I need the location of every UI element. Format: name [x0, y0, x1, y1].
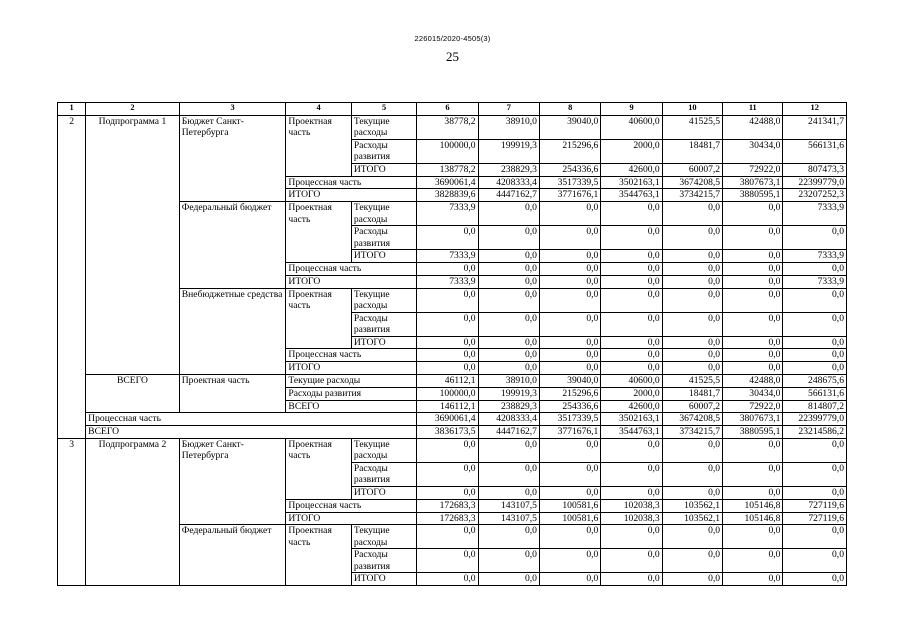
value-cell: 7333,9 — [783, 202, 847, 226]
value-cell: 3502163,1 — [601, 176, 662, 189]
value-cell: 0,0 — [478, 250, 539, 263]
column-numbers-row — [58, 103, 847, 116]
value-cell: 60007,2 — [662, 163, 722, 176]
value-cell: 102038,3 — [601, 512, 662, 525]
subprogram-name: Подпрограмма 1 — [86, 115, 180, 374]
value-cell: 3807673,1 — [723, 176, 783, 189]
value-cell: 0,0 — [478, 312, 539, 336]
value-cell: 0,0 — [723, 275, 783, 288]
value-cell: 0,0 — [601, 275, 662, 288]
value-cell: 0,0 — [539, 262, 600, 275]
part-label: Проектная часть — [179, 374, 286, 412]
value-cell: 0,0 — [723, 438, 783, 462]
value-cell: 7333,9 — [417, 275, 478, 288]
value-cell: 0,0 — [539, 288, 600, 312]
value-cell: 22399779,0 — [783, 413, 847, 426]
expense-type: Расходы развития — [351, 462, 416, 486]
value-cell: 0,0 — [539, 336, 600, 349]
value-cell: 39040,0 — [539, 374, 600, 387]
value-cell: 0,0 — [417, 549, 478, 573]
process-part-label: Процессная часть — [86, 413, 417, 426]
value-cell: 41525,5 — [662, 115, 722, 139]
value-cell: 0,0 — [417, 349, 478, 362]
value-cell: 0,0 — [478, 336, 539, 349]
value-cell: 0,0 — [723, 525, 783, 549]
value-cell: 102038,3 — [601, 499, 662, 512]
budget-source: Бюджет Санкт-Петербурга — [179, 438, 286, 524]
value-cell: 72922,0 — [723, 400, 783, 413]
part-label: Проектная часть — [286, 115, 351, 176]
value-cell: 38910,0 — [478, 115, 539, 139]
expense-type: Текущие расходы — [351, 438, 416, 462]
value-cell: 248675,6 — [783, 374, 847, 387]
total-label: ИТОГО — [286, 189, 417, 202]
col-header: 9 — [601, 103, 662, 116]
expense-type: Текущие расходы — [351, 525, 416, 549]
value-cell: 0,0 — [478, 349, 539, 362]
expense-type: Расходы развития — [351, 312, 416, 336]
col-header: 2 — [86, 103, 180, 116]
value-cell: 7333,9 — [417, 202, 478, 226]
value-cell: 3690061,4 — [417, 176, 478, 189]
value-cell: 0,0 — [478, 288, 539, 312]
value-cell: 38778,2 — [417, 115, 478, 139]
value-cell: 199919,3 — [478, 139, 539, 163]
value-cell: 199919,3 — [478, 387, 539, 400]
value-cell: 3517339,5 — [539, 176, 600, 189]
value-cell: 0,0 — [601, 312, 662, 336]
expense-type: Расходы развития — [286, 387, 417, 400]
budget-source: Федеральный бюджет — [179, 202, 286, 288]
value-cell: 30434,0 — [723, 139, 783, 163]
value-cell: 0,0 — [662, 336, 722, 349]
value-cell: 23214586,2 — [783, 426, 847, 439]
value-cell: 30434,0 — [723, 387, 783, 400]
value-cell: 3880595,1 — [723, 426, 783, 439]
value-cell: 727119,6 — [783, 512, 847, 525]
value-cell: 0,0 — [662, 262, 722, 275]
col-header: 5 — [351, 103, 416, 116]
expense-type: Текущие расходы — [351, 288, 416, 312]
value-cell: 3771676,1 — [539, 426, 600, 439]
value-cell: 42488,0 — [723, 374, 783, 387]
value-cell: 0,0 — [417, 226, 478, 250]
budget-table — [57, 102, 847, 586]
expense-type: ИТОГО — [351, 486, 416, 499]
value-cell: 0,0 — [723, 262, 783, 275]
value-cell: 105146,8 — [723, 499, 783, 512]
value-cell: 238829,3 — [478, 400, 539, 413]
value-cell: 0,0 — [601, 362, 662, 375]
value-cell: 105146,8 — [723, 512, 783, 525]
value-cell: 3734215,7 — [662, 426, 722, 439]
expense-type: Расходы развития — [351, 549, 416, 573]
value-cell: 0,0 — [539, 312, 600, 336]
value-cell: 0,0 — [601, 438, 662, 462]
value-cell: 100000,0 — [417, 139, 478, 163]
value-cell: 0,0 — [539, 525, 600, 549]
total-all-label: ВСЕГО — [86, 426, 417, 439]
value-cell: 0,0 — [539, 438, 600, 462]
total-all-label: ВСЕГО — [86, 374, 180, 412]
expense-type: ИТОГО — [351, 336, 416, 349]
expense-type: Расходы развития — [351, 226, 416, 250]
value-cell: 727119,6 — [783, 499, 847, 512]
value-cell: 0,0 — [783, 226, 847, 250]
subprogram-name: Подпрограмма 2 — [86, 438, 180, 585]
total-label: ИТОГО — [286, 275, 417, 288]
value-cell: 0,0 — [723, 462, 783, 486]
value-cell: 241341,7 — [783, 115, 847, 139]
value-cell: 0,0 — [723, 486, 783, 499]
value-cell: 42488,0 — [723, 115, 783, 139]
col-header: 10 — [662, 103, 722, 116]
value-cell: 0,0 — [723, 250, 783, 263]
process-part-label: Процессная часть — [286, 176, 417, 189]
value-cell: 0,0 — [601, 250, 662, 263]
value-cell: 0,0 — [417, 312, 478, 336]
value-cell: 103562,1 — [662, 512, 722, 525]
value-cell: 0,0 — [478, 573, 539, 586]
value-cell: 40600,0 — [601, 115, 662, 139]
value-cell: 7333,9 — [417, 250, 478, 263]
value-cell: 7333,9 — [783, 275, 847, 288]
process-part-label: Процессная часть — [286, 499, 417, 512]
value-cell: 4447162,7 — [478, 189, 539, 202]
process-part-label: Процессная часть — [286, 349, 417, 362]
value-cell: 40600,0 — [601, 374, 662, 387]
value-cell: 0,0 — [783, 486, 847, 499]
value-cell: 0,0 — [662, 362, 722, 375]
value-cell: 0,0 — [601, 288, 662, 312]
value-cell: 4208333,4 — [478, 413, 539, 426]
value-cell: 172683,3 — [417, 512, 478, 525]
col-header: 6 — [417, 103, 478, 116]
expense-type: ИТОГО — [351, 250, 416, 263]
value-cell: 807473,3 — [783, 163, 847, 176]
value-cell: 0,0 — [417, 288, 478, 312]
value-cell: 0,0 — [601, 202, 662, 226]
value-cell: 0,0 — [783, 462, 847, 486]
value-cell: 18481,7 — [662, 139, 722, 163]
value-cell: 23207252,3 — [783, 189, 847, 202]
value-cell: 0,0 — [601, 525, 662, 549]
value-cell: 0,0 — [478, 202, 539, 226]
value-cell: 2000,0 — [601, 387, 662, 400]
value-cell: 0,0 — [417, 525, 478, 549]
expense-type: Текущие расходы — [351, 115, 416, 139]
value-cell: 42600,0 — [601, 400, 662, 413]
value-cell: 46112,1 — [417, 374, 478, 387]
value-cell: 4447162,7 — [478, 426, 539, 439]
value-cell: 7333,9 — [783, 250, 847, 263]
value-cell: 0,0 — [723, 336, 783, 349]
value-cell: 3690061,4 — [417, 413, 478, 426]
value-cell: 0,0 — [417, 336, 478, 349]
part-label: Проектная часть — [286, 288, 351, 349]
value-cell: 143107,5 — [478, 499, 539, 512]
value-cell: 42600,0 — [601, 163, 662, 176]
value-cell: 0,0 — [417, 486, 478, 499]
budget-source: Бюджет Санкт-Петербурга — [179, 115, 286, 201]
value-cell: 100581,6 — [539, 499, 600, 512]
part-label: Проектная часть — [286, 438, 351, 499]
value-cell: 0,0 — [783, 549, 847, 573]
value-cell: 3828839,6 — [417, 189, 478, 202]
value-cell: 814807,2 — [783, 400, 847, 413]
part-label: Проектная часть — [286, 525, 351, 586]
value-cell: 0,0 — [662, 250, 722, 263]
value-cell: 0,0 — [417, 262, 478, 275]
value-cell: 0,0 — [783, 349, 847, 362]
value-cell: 0,0 — [601, 226, 662, 250]
value-cell: 3880595,1 — [723, 189, 783, 202]
value-cell: 0,0 — [723, 288, 783, 312]
value-cell: 0,0 — [478, 275, 539, 288]
value-cell: 0,0 — [601, 573, 662, 586]
expense-type: Текущие расходы — [286, 374, 417, 387]
value-cell: 0,0 — [539, 349, 600, 362]
value-cell: 3544763,1 — [601, 189, 662, 202]
value-cell: 215296,6 — [539, 387, 600, 400]
value-cell: 3502163,1 — [601, 413, 662, 426]
value-cell: 3674208,5 — [662, 176, 722, 189]
value-cell: 0,0 — [783, 312, 847, 336]
budget-source: Федеральный бюджет — [179, 525, 286, 586]
document-id: 226015/2020-4505(3) — [414, 34, 491, 43]
value-cell: 0,0 — [662, 288, 722, 312]
value-cell: 0,0 — [723, 549, 783, 573]
value-cell: 103562,1 — [662, 499, 722, 512]
value-cell: 0,0 — [417, 362, 478, 375]
col-header: 4 — [286, 103, 351, 116]
value-cell: 0,0 — [601, 462, 662, 486]
value-cell: 3807673,1 — [723, 413, 783, 426]
value-cell: 0,0 — [783, 288, 847, 312]
value-cell: 0,0 — [478, 226, 539, 250]
value-cell: 215296,6 — [539, 139, 600, 163]
value-cell: 0,0 — [783, 362, 847, 375]
col-header: 1 — [58, 103, 86, 116]
total-label: ИТОГО — [286, 362, 417, 375]
col-header: 11 — [723, 103, 783, 116]
expense-type: Расходы развития — [351, 139, 416, 163]
value-cell: 0,0 — [783, 336, 847, 349]
value-cell: 0,0 — [539, 250, 600, 263]
value-cell: 0,0 — [723, 349, 783, 362]
value-cell: 39040,0 — [539, 115, 600, 139]
value-cell: 0,0 — [662, 438, 722, 462]
value-cell: 0,0 — [539, 549, 600, 573]
value-cell: 0,0 — [783, 525, 847, 549]
value-cell: 0,0 — [601, 262, 662, 275]
col-header: 8 — [539, 103, 600, 116]
value-cell: 138778,2 — [417, 163, 478, 176]
expense-type: ИТОГО — [351, 163, 416, 176]
value-cell: 0,0 — [478, 486, 539, 499]
value-cell: 0,0 — [601, 349, 662, 362]
value-cell: 0,0 — [539, 202, 600, 226]
value-cell: 0,0 — [723, 362, 783, 375]
value-cell: 38910,0 — [478, 374, 539, 387]
value-cell: 0,0 — [478, 362, 539, 375]
row-number: 3 — [58, 438, 86, 585]
value-cell: 0,0 — [539, 486, 600, 499]
value-cell: 3836173,5 — [417, 426, 478, 439]
value-cell: 60007,2 — [662, 400, 722, 413]
value-cell: 41525,5 — [662, 374, 722, 387]
value-cell: 0,0 — [478, 262, 539, 275]
value-cell: 566131,6 — [783, 387, 847, 400]
value-cell: 3674208,5 — [662, 413, 722, 426]
row-number: 2 — [58, 115, 86, 438]
value-cell: 18481,7 — [662, 387, 722, 400]
value-cell: 0,0 — [539, 226, 600, 250]
value-cell: 0,0 — [539, 462, 600, 486]
value-cell: 3771676,1 — [539, 189, 600, 202]
page-number: 25 — [446, 49, 459, 64]
value-cell: 2000,0 — [601, 139, 662, 163]
value-cell: 0,0 — [783, 573, 847, 586]
value-cell: 100581,6 — [539, 512, 600, 525]
value-cell: 0,0 — [601, 336, 662, 349]
expense-type: ВСЕГО — [286, 400, 417, 413]
value-cell: 0,0 — [417, 438, 478, 462]
value-cell: 72922,0 — [723, 163, 783, 176]
value-cell: 0,0 — [662, 226, 722, 250]
value-cell: 0,0 — [662, 312, 722, 336]
value-cell: 0,0 — [601, 486, 662, 499]
value-cell: 143107,5 — [478, 512, 539, 525]
value-cell: 3734215,7 — [662, 189, 722, 202]
value-cell: 0,0 — [662, 202, 722, 226]
col-header: 12 — [783, 103, 847, 116]
value-cell: 0,0 — [417, 462, 478, 486]
value-cell: 238829,3 — [478, 163, 539, 176]
value-cell: 0,0 — [723, 312, 783, 336]
value-cell: 254336,6 — [539, 163, 600, 176]
value-cell: 146112,1 — [417, 400, 478, 413]
value-cell: 0,0 — [539, 275, 600, 288]
value-cell: 0,0 — [417, 573, 478, 586]
value-cell: 0,0 — [539, 362, 600, 375]
value-cell: 0,0 — [783, 438, 847, 462]
value-cell: 0,0 — [662, 349, 722, 362]
expense-type: ИТОГО — [351, 573, 416, 586]
value-cell: 0,0 — [539, 573, 600, 586]
value-cell: 0,0 — [478, 525, 539, 549]
value-cell: 566131,6 — [783, 139, 847, 163]
value-cell: 4208333,4 — [478, 176, 539, 189]
value-cell: 0,0 — [662, 549, 722, 573]
value-cell: 0,0 — [662, 275, 722, 288]
value-cell: 3517339,5 — [539, 413, 600, 426]
col-header: 3 — [179, 103, 286, 116]
value-cell: 0,0 — [662, 462, 722, 486]
expense-type: Текущие расходы — [351, 202, 416, 226]
col-header: 7 — [478, 103, 539, 116]
value-cell: 0,0 — [662, 573, 722, 586]
value-cell: 0,0 — [783, 262, 847, 275]
value-cell: 0,0 — [478, 549, 539, 573]
value-cell: 0,0 — [662, 525, 722, 549]
part-label: Проектная часть — [286, 202, 351, 263]
value-cell: 3544763,1 — [601, 426, 662, 439]
process-part-label: Процессная часть — [286, 262, 417, 275]
value-cell: 0,0 — [662, 486, 722, 499]
value-cell: 100000,0 — [417, 387, 478, 400]
value-cell: 0,0 — [478, 462, 539, 486]
value-cell: 0,0 — [478, 438, 539, 462]
value-cell: 22399779,0 — [783, 176, 847, 189]
value-cell: 0,0 — [601, 549, 662, 573]
total-label: ИТОГО — [286, 512, 417, 525]
budget-source: Внебюджетные средства — [179, 288, 286, 374]
value-cell: 0,0 — [723, 202, 783, 226]
value-cell: 0,0 — [723, 573, 783, 586]
value-cell: 254336,6 — [539, 400, 600, 413]
value-cell: 172683,3 — [417, 499, 478, 512]
value-cell: 0,0 — [723, 226, 783, 250]
